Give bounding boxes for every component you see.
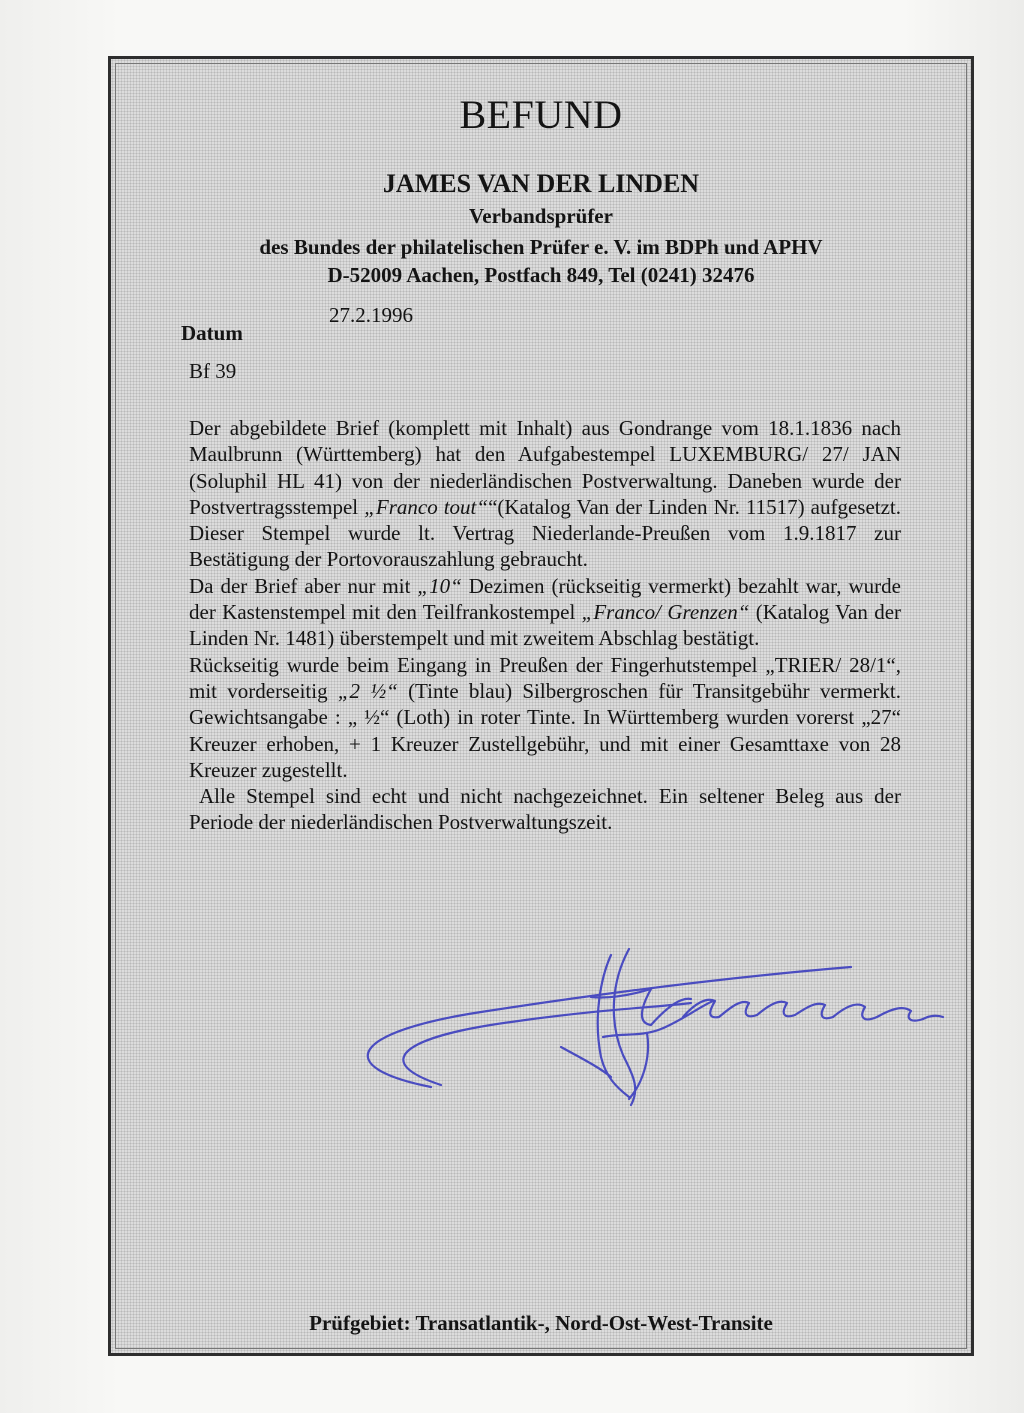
date-label: Datum — [181, 321, 243, 345]
body-paragraph — [189, 573, 901, 652]
examination-field: Prüfgebiet: Transatlantik-, Nord-Ost-West-Transite — [309, 1311, 773, 1335]
reference-number: Bf 39 — [189, 359, 237, 383]
examiner-name: JAMES VAN DER LINDEN — [382, 169, 700, 198]
body-italic-segment: „Franco/ Grenzen“ — [581, 600, 750, 625]
body-paragraph — [189, 415, 901, 573]
body-text-segment: Dezimen (rückseitig vermerkt) bezahlt war, wurde der Kastenstempel mit den Teilfrankostempel — [189, 573, 901, 625]
examiner-role: Verbandsprüfer — [469, 204, 613, 228]
body-paragraph — [189, 652, 901, 783]
body-italic-segment: „2 ½“ — [337, 678, 398, 703]
body-text-segment: Da der Brief aber nur mit — [189, 573, 418, 598]
body-text-segment: “(Katalog Van der Linden Nr. 11517) aufgesetzt. Dieser Stempel wurde lt. Vertrag Niederlande-Preußen vom 1.9.1817 zur Bestätigung der Portovorauszahlung gebraucht. — [189, 494, 901, 572]
examiner-association: des Bundes der philatelischen Prüfer e. V. im BDPh und APHV — [259, 235, 823, 259]
body-italic-segment: „Franco tout“ — [364, 494, 489, 519]
certificate-document — [108, 56, 974, 1356]
body-text-segment: Der abgebildete Brief (komplett mit Inhalt) aus Gondrange vom 18.1.1836 nach Maulbrunn (Württemberg) hat den Aufgabestempel LUXEMBURG/ 27/ JAN (Soluphil HL 41) von der niederländischen Postverwaltung. Daneben wurde der Postvertragsstempel — [189, 416, 901, 519]
body-text-segment: (Tinte blau) Silbergroschen für Transitgebühr vermerkt. Gewichtsangabe : „ ½“ (Loth) in roter Tinte. In Württemberg wurden vorerst „27“ Kreuzer erhoben, + 1 Kreuzer Zustellgebühr, und mit einer Gesamttaxe von 28 Kreuzer zugestellt. — [189, 678, 902, 782]
body-paragraph: Alle Stempel sind echt und nicht nachgezeichnet. Ein seltener Beleg aus der Periode der niederländischen Postverwaltungszeit. — [189, 784, 901, 835]
document-title: BEFUND — [459, 92, 623, 137]
signature — [311, 937, 951, 1107]
body-italic-segment: „10“ — [417, 573, 462, 598]
body-text-segment: (Katalog Van der Linden Nr. 1481) überstempelt und mit zweitem Abschlag bestätigt. — [189, 600, 902, 651]
body-text-segment: Rückseitig wurde beim Eingang in Preußen der Fingerhutstempel „TRIER/ 28/1“, mit vorderseitig — [189, 652, 901, 703]
certificate-body — [189, 415, 901, 836]
date-value: 27.2.1996 — [329, 303, 413, 327]
examiner-address: D-52009 Aachen, Postfach 849, Tel (0241) 32476 — [327, 263, 755, 287]
